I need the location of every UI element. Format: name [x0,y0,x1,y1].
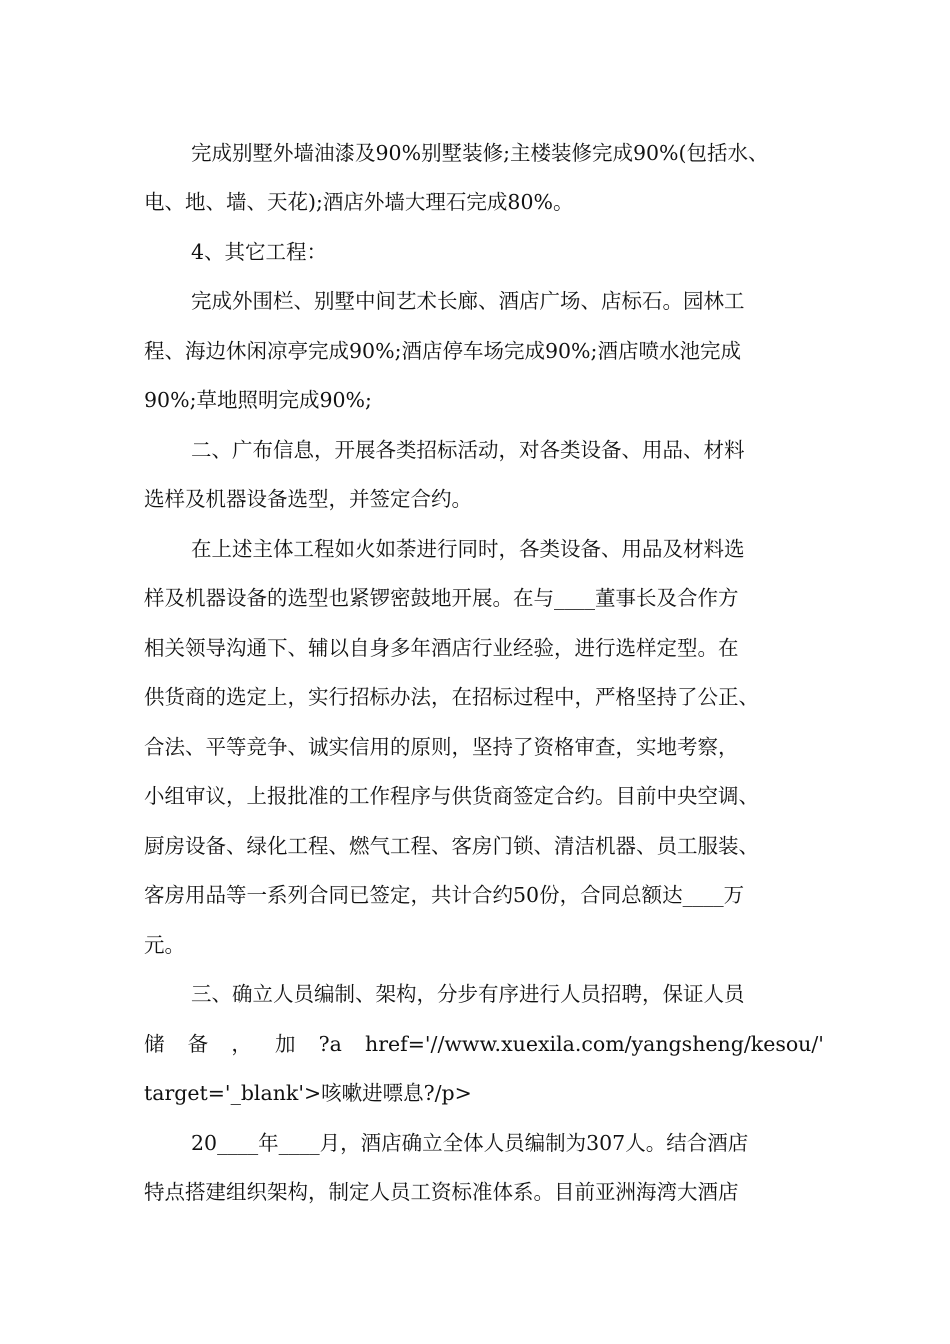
text-line: 选样及机器设备选型，并签定合约。 [144,487,472,511]
text-fragment: ?a [318,1032,342,1056]
spread-text-line [144,1028,824,1060]
text-line: 完成外围栏、别墅中间艺术长廊、酒店广场、店标石。园林工 [191,289,745,313]
text-fragment: 备 [187,1032,209,1056]
text-line: 在上述主体工程如火如荼进行同时，各类设备、用品及材料选 [191,537,745,561]
text-line: 供货商的选定上，实行招标办法，在招标过程中，严格坚持了公正、 [144,685,759,709]
text-line: 三、确立人员编制、架构，分步有序进行人员招聘，保证人员 [191,982,745,1006]
text-line: 厨房设备、绿化工程、燃气工程、客房门锁、清洁机器、员工服装、 [144,834,759,858]
text-fragment: 加 [274,1032,296,1056]
text-line: target='_blank'>咳嗽进嘌息?/p> [144,1081,472,1105]
text-line: 小组审议，上报批准的工作程序与供货商签定合约。目前中央空调、 [144,784,759,808]
text-line: 样及机器设备的选型也紧锣密鼓地开展。在与____董事长及合作方 [144,586,739,610]
text-line: 20____年____月，酒店确立全体人员编制为307人。结合酒店 [191,1131,749,1155]
text-line: 90%;草地照明完成90%; [144,388,372,412]
text-line: 电、地、墙、天花);酒店外墙大理石完成80%。 [144,190,574,214]
text-line: 相关领导沟通下、辅以自身多年酒店行业经验，进行选样定型。在 [144,636,739,660]
text-fragment: href='//www.xuexila.com/yangsheng/kesou/' [365,1032,824,1056]
text-line: 程、海边休闲凉亭完成90%;酒店停车场完成90%;酒店喷水池完成 [144,339,741,363]
text-line: 客房用品等一系列合同已签定，共计合约50份，合同总额达____万 [144,883,745,907]
text-line: 合法、平等竞争、诚实信用的原则，坚持了资格审查，实地考察， [144,735,739,759]
text-line: 特点搭建组织架构，制定人员工资标准体系。目前亚洲海湾大酒店 [144,1180,739,1204]
text-line: 二、广布信息，开展各类招标活动，对各类设备、用品、材料 [191,438,745,462]
text-line: 完成别墅外墙油漆及90%别墅装修;主楼装修完成90%(包括水、 [191,141,769,165]
text-line: 4、其它工程： [191,240,328,264]
text-fragment: ， [231,1032,252,1056]
text-fragment: 储 [144,1032,165,1056]
text-line: 元。 [144,933,185,957]
